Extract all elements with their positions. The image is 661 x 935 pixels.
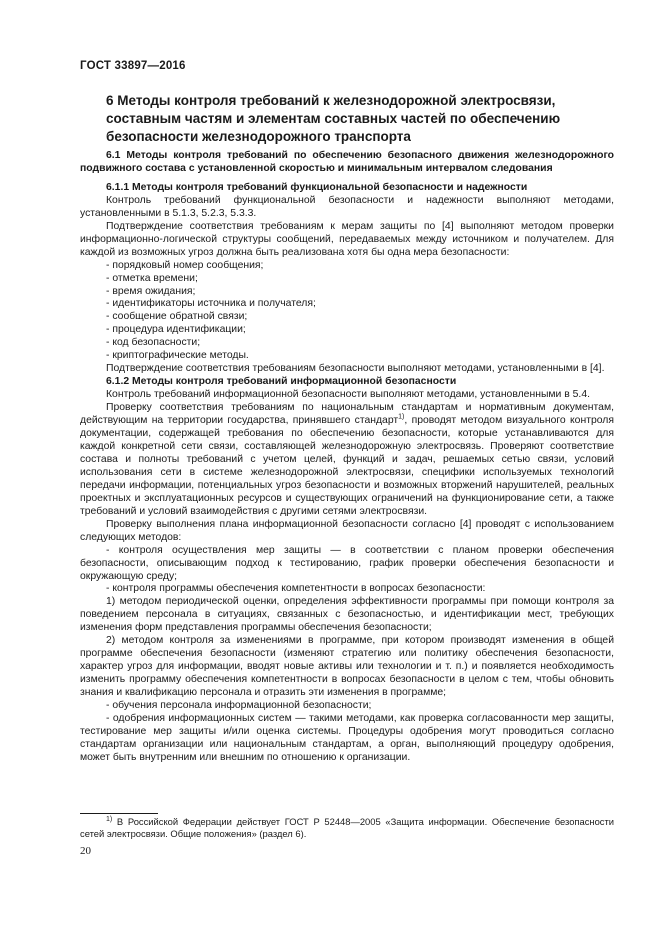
- paragraph: [80, 402, 614, 519]
- list-item: - время ожидания;: [106, 285, 196, 297]
- footnote: [80, 816, 614, 840]
- paragraph: Проверку выполнения плана информационной безопасности согласно [4] проводят с использованием следующих методов:: [80, 518, 614, 543]
- document-header: ГОСТ 33897—2016: [80, 60, 186, 72]
- list-item: - порядковый номер сообщения;: [106, 259, 264, 271]
- list-item: - отметка времени;: [106, 272, 198, 284]
- footnote-mark: 1): [106, 815, 113, 823]
- list-item: - процедура идентификации;: [106, 324, 246, 336]
- list-item: - обучения персонала информационной безопасности;: [106, 700, 372, 712]
- list-item: - контроля программы обеспечения компетентности в вопросах безопасности:: [106, 583, 486, 595]
- footnote-text: В Российской Федерации действует ГОСТ Р 52448—2005 «Защита информации. Обеспечение безопасности сетей электросвязи. Общие положения» (раздел 6).: [80, 816, 614, 839]
- list-item: - криптографические методы.: [106, 350, 249, 362]
- list-item: - сообщение обратной связи;: [106, 311, 248, 323]
- footnote-divider: [80, 813, 158, 814]
- paragraph: Контроль требований функциональной безопасности и надежности выполняют методами, установленными в 5.1.3, 5.2.3, 5.3.3.: [80, 194, 614, 219]
- paragraph-part: , проводят методом визуального контроля документации, содержащей требования по обеспечению безопасности, которые устанавливаются для каждой конкретной сети связи, составляющей железнодорожную электросвязь. Проверяют соответствие состава и полноты требований с учетом целей, функций и задач, решаемых сетью связи, условий использования сети в системе железнодорожной электросвязи, специфики используемых технологий передачи информации, потенциальных угроз безопасности и возможных вторжений нарушителей, реальных проектных и эксплуатационных ресурсов и существующих ограничений на функционирование сети, а также требований и условий взаимодействия с другими сетями электросвязи.: [80, 415, 614, 517]
- subsection-heading-6-1-2: 6.1.2 Методы контроля требований информационной безопасности: [106, 376, 457, 388]
- list-item: - код безопасности;: [106, 337, 201, 349]
- numbered-item: 1) методом периодической оценки, определения эффективности программы при помощи контроля за поведением персонала в ситуациях, связанных с безопасностью, и идентификации мест, требующих изменения форм представления программы обеспечения безопасности;: [80, 596, 614, 634]
- list-item: - идентификаторы источника и получателя;: [106, 298, 316, 310]
- subsection-heading-6-1-1: 6.1.1 Методы контроля требований функциональной безопасности и надежности: [106, 181, 528, 193]
- page-number: 20: [80, 845, 91, 857]
- footnote-reference: 1): [398, 413, 405, 421]
- list-item: - контроля осуществления мер защиты — в соответствии с планом проверки обеспечения безопасности, описывающим подход к тестированию, график проверки обеспечения безопасности и окружающую среду;: [80, 544, 614, 582]
- document-body: [80, 150, 614, 765]
- paragraph: Подтверждение соответствия требованиям безопасности выполняют методами, установленными в [4].: [106, 363, 605, 375]
- paragraph-part: Проверку соответствия требованиям по национальным стандартам и нормативным документам, действующим на территории государства, принявшего стандарт: [80, 402, 614, 427]
- paragraph: Подтверждение соответствия требованиям к мерам защиты по [4] выполняют методом проверки информационно-логической структуры сообщений, передаваемых между источником и получателем. Для каждой из возможных угроз должна быть реализована хотя бы одна мера безопасности:: [80, 220, 614, 258]
- subsection-heading-6-1: 6.1 Методы контроля требований по обеспечению безопасного движения железнодорожного подвижного состава с установленной скоростью и минимальным интервалом следования: [80, 150, 614, 174]
- numbered-item: 2) методом контроля за изменениями в программе, при котором производят изменения в общей программе обеспечения безопасности (изменяют стратегию или политику обеспечения безопасности, характер угроз для информации, вводят новые активы или технологии и т. п.) и появляется необходимость изменить программу обеспечения компетентности в вопросах безопасности в целом с тем, чтобы обновить знания и квалификацию персонала и отразить эти изменения в программе;: [80, 635, 614, 699]
- paragraph: Контроль требований информационной безопасности выполняют методами, установленными в 5.4.: [106, 389, 590, 401]
- section-title: 6 Методы контроля требований к железнодорожной электросвязи, составным частям и элементам составных частей по обеспечению безопасности железнодорожного транспорта: [106, 93, 561, 144]
- list-item: - одобрения информационных систем — такими методами, как проверка согласованности мер защиты, тестирование мер защиты и/или оценка системы. Процедуры одобрения могут проводиться согласно стандартам организации или национальным стандартам, а орган, выполняющий процедуру одобрения, может быть внутренним или внешним по отношению к организации.: [80, 712, 614, 763]
